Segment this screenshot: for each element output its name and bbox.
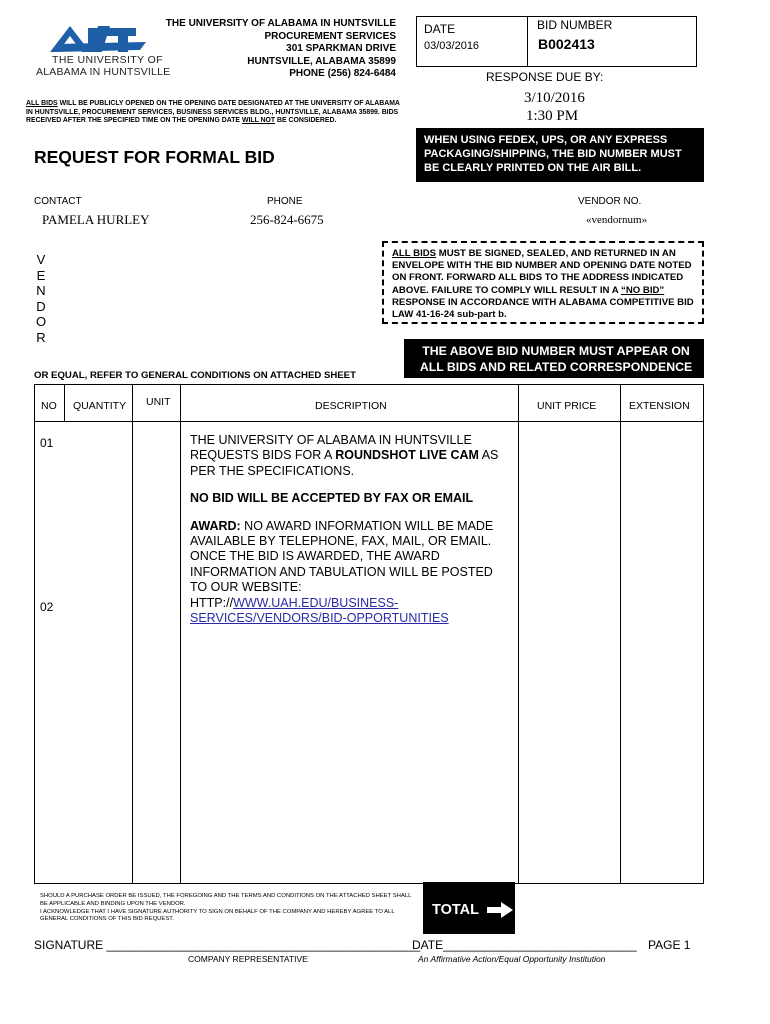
signed-notice-all-bids: ALL BIDS bbox=[392, 248, 437, 259]
total-label: TOTAL bbox=[432, 902, 479, 918]
col-header-unit-price: UNIT PRICE bbox=[537, 400, 597, 412]
bid-number-label: BID NUMBER bbox=[537, 18, 613, 32]
no-fax-text: NO BID WILL BE ACCEPTED BY FAX OR EMAIL bbox=[190, 491, 474, 506]
public-opening-notice bbox=[26, 100, 406, 126]
signed-notice-no-bid: “NO BID” bbox=[621, 284, 665, 296]
column-divider bbox=[620, 385, 621, 883]
address-line: THE UNIVERSITY OF ALABAMA IN HUNTSVILLE bbox=[165, 18, 396, 29]
contact-label: CONTACT bbox=[34, 196, 82, 207]
response-due-label: RESPONSE DUE BY: bbox=[486, 70, 604, 84]
address-line: PHONE (256) 824-6484 bbox=[289, 68, 396, 80]
page-number: PAGE 1 bbox=[648, 938, 691, 952]
column-divider bbox=[180, 385, 181, 883]
item-number: 01 bbox=[40, 436, 54, 450]
fine-print-line: SHOULD A PURCHASE ORDER BE ISSUED, THE FOREGOING AND THE TERMS AND CONDITIONS ON THE ATTACHED SHEET SHALL BE APPLICABLE AND BINDING UPON THE VENDOR. bbox=[40, 893, 412, 907]
signed-sealed-notice-text bbox=[392, 248, 698, 321]
notice-text: WILL BE PUBLICLY OPENED ON THE OPENING DATE DESIGNATED AT THE UNIVERSITY OF ALABAMA IN HUNTSVILLE, PROCUREMENT SERVICES, BUSINESS SERVICES BLDG., HUNTSVILLE, ALABAMA 35899. BIDS RECEIVED AFTER THE SPECIFIED TIME ON THE OPENING DATE bbox=[26, 100, 400, 125]
link-prefix: HTTP:// bbox=[190, 595, 234, 610]
col-header-no: NO bbox=[41, 400, 57, 412]
terms-fine-print bbox=[40, 893, 412, 924]
notice-text-end: BE CONSIDERED. bbox=[275, 117, 337, 125]
vendor-no-label: VENDOR NO. bbox=[578, 196, 642, 207]
date-bid-divider bbox=[527, 16, 528, 66]
vendor-letter: R bbox=[36, 329, 46, 345]
date-line: DATE_____________________________ bbox=[412, 938, 637, 952]
vendor-no-value: «vendornum» bbox=[586, 214, 648, 226]
notice-will-not: WILL NOT bbox=[241, 117, 276, 125]
contact-value: PAMELA HURLEY bbox=[42, 212, 150, 227]
arrow-right-icon bbox=[487, 902, 513, 918]
bid-opportunities-link[interactable]: WWW.UAH.EDU/BUSINESS-SERVICES/VENDORS/BID-OPPORTUNITIES bbox=[190, 595, 449, 626]
address-line: 301 SPARKMAN DRIVE bbox=[286, 43, 396, 55]
col-header-description: DESCRIPTION bbox=[315, 400, 387, 412]
response-due-date: 3/10/2016 bbox=[524, 90, 585, 106]
description-text: THE UNIVERSITY OF ALABAMA IN HUNTSVILLE REQUESTS BIDS FOR A bbox=[190, 433, 472, 463]
signed-notice-text-end: RESPONSE IN ACCORDANCE WITH ALABAMA COMPETITIVE BID LAW 41-16-24 sub-part b. bbox=[392, 296, 694, 321]
vendor-letter: O bbox=[35, 314, 47, 330]
award-label: AWARD: bbox=[190, 518, 241, 533]
no-fax-notice bbox=[190, 491, 510, 506]
vendor-letter: E bbox=[36, 267, 46, 283]
product-name: ROUNDSHOT LIVE CAM bbox=[335, 448, 479, 463]
phone-value: 256-824-6675 bbox=[250, 212, 324, 227]
address-line: HUNTSVILLE, ALABAMA 35899 bbox=[247, 55, 396, 67]
or-equal-note: OR EQUAL, REFER TO GENERAL CONDITIONS ON ATTACHED SHEET bbox=[34, 370, 356, 381]
affirmative-action-statement: An Affirmative Action/Equal Opportunity Institution bbox=[418, 954, 606, 964]
fedex-notice-text: WHEN USING FEDEX, UPS, OR ANY EXPRESS PACKAGING/SHIPPING, THE BID NUMBER MUST BE CLEARLY PRINTED ON THE AIR BILL. bbox=[424, 134, 682, 174]
signature-line: SIGNATURE _______________________________________________ bbox=[34, 938, 421, 952]
vendor-letter: D bbox=[36, 298, 46, 314]
header-divider bbox=[35, 421, 703, 422]
col-header-quantity: QUANTITY bbox=[73, 400, 127, 412]
bid-number-appear-text: THE ABOVE BID NUMBER MUST APPEAR ON ALL BIDS AND RELATED CORRESPONDENCE bbox=[419, 344, 693, 374]
col-header-extension: EXTENSION bbox=[629, 400, 690, 412]
award-text: NO AWARD INFORMATION WILL BE MADE AVAILABLE BY TELEPHONE, FAX, MAIL, OR EMAIL. ONCE THE BID IS AWARDED, THE AWARD INFORMATION AND TABULATION WILL BE POSTED TO OUR WEBSITE: bbox=[190, 518, 494, 595]
vendor-letter: V bbox=[36, 252, 46, 267]
column-divider bbox=[518, 385, 519, 883]
signed-notice-text: MUST BE SIGNED, SEALED, AND RETURNED IN AN ENVELOPE WITH THE BID NUMBER AND OPENING DATE NOTED ON FRONT. FORWARD ALL BIDS TO THE ADDRESS INDICATED ABOVE. FAILURE TO COMPLY WILL RESULT IN A bbox=[392, 248, 692, 296]
logo-text-line2: ALABAMA IN HUNTSVILLE bbox=[36, 66, 171, 78]
column-divider bbox=[132, 385, 133, 883]
company-representative-label: COMPANY REPRESENTATIVE bbox=[188, 954, 308, 964]
vendor-letter: N bbox=[36, 283, 46, 299]
description-text: AS PER THE SPECIFICATIONS. bbox=[190, 448, 499, 478]
vendor-vertical-label bbox=[34, 252, 48, 346]
procurement-address bbox=[150, 18, 396, 81]
description-paragraph bbox=[190, 433, 510, 479]
response-due-time: 1:30 PM bbox=[526, 108, 579, 124]
fine-print-line: I ACKNOWLEDGE THAT I HAVE SIGNATURE AUTHORITY TO SIGN ON BEHALF OF THE COMPANY AND HEREBY AGREE TO ALL GENERAL CONDITIONS OF THIS BID REQUEST. bbox=[40, 908, 395, 923]
column-divider bbox=[64, 385, 65, 421]
item-number: 02 bbox=[40, 600, 54, 614]
date-value: 03/03/2016 bbox=[424, 40, 480, 52]
bid-number-value: B002413 bbox=[538, 36, 595, 52]
date-label: DATE bbox=[424, 22, 456, 36]
item-description bbox=[190, 433, 510, 626]
award-paragraph bbox=[190, 519, 510, 627]
col-header-unit: UNIT bbox=[146, 396, 171, 408]
page-title: REQUEST FOR FORMAL BID bbox=[34, 147, 275, 167]
logo-text-line1: THE UNIVERSITY OF bbox=[52, 54, 164, 66]
address-line: PROCUREMENT SERVICES bbox=[264, 30, 396, 42]
notice-all-bids: ALL BIDS bbox=[26, 100, 58, 107]
phone-label: PHONE bbox=[267, 196, 303, 207]
